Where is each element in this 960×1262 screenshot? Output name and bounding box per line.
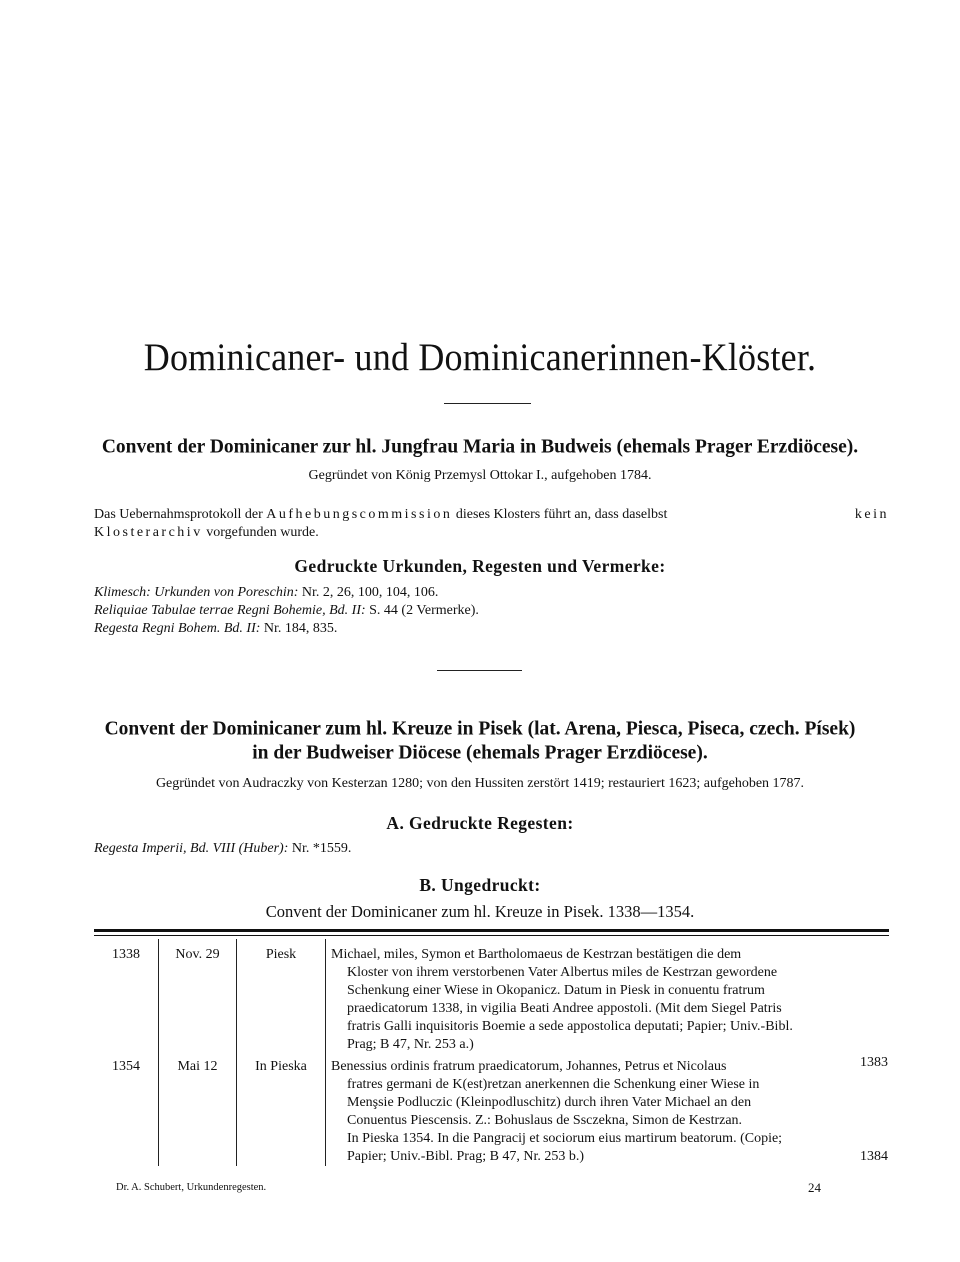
- entry-line: Prag; B 47, Nr. 253 a.): [347, 1037, 474, 1052]
- entry-date: Mai 12: [177, 1059, 218, 1074]
- entry-line: Schenkung einer Wiese in Okopanicz. Datum in Piesk in conuentu fratrum: [347, 983, 765, 998]
- reference-detail: Nr. 2, 26, 100, 104, 106.: [298, 585, 439, 600]
- entry-line: Benessius ordinis fratrum praedicatorum, Johannes, Petrus et Nicolaus: [331, 1059, 727, 1074]
- reference-detail: Nr. 184, 835.: [260, 621, 338, 636]
- entry-line: Michael, miles, Symon et Bartholomaeus de Kestrzan bestätigen die dem: [331, 947, 742, 962]
- entry-date: Nov. 29: [175, 947, 220, 962]
- table-top-rule: [94, 929, 889, 932]
- footer-author: Dr. A. Schubert, Urkundenregesten.: [116, 1182, 267, 1193]
- entry-year: 1354: [112, 1059, 140, 1074]
- column-divider: [236, 939, 237, 1166]
- reference-line: [94, 840, 351, 858]
- entry-line: Conuentus Piescensis. Z.: Bohuslaus de Ssczekna, Simon de Kestrzan.: [347, 1113, 743, 1128]
- para-text: dieses Klosters führt an, dass daselbst: [452, 507, 668, 522]
- column-divider: [325, 939, 326, 1166]
- reference-source: Klimesch: Urkunden von Poreschin:: [94, 585, 299, 600]
- reference-line: [94, 584, 438, 602]
- entry-number: 1383: [860, 1055, 888, 1070]
- reference-detail: S. 44 (2 Vermerke).: [365, 603, 479, 618]
- entry-line: fratris Galli inquisitoris Boemie a sede appostolica deputati; Papier; Univ.-Bibl.: [347, 1019, 793, 1034]
- title-rule: [444, 403, 531, 404]
- entry-line: Papier; Univ.-Bibl. Prag; B 47, Nr. 253 b.): [347, 1149, 585, 1164]
- section1-paragraph: [94, 506, 889, 542]
- section1-subheading: Gedruckte Urkunden, Regesten und Vermerke:: [294, 556, 666, 576]
- para-spaced-text: Aufhebungscommission: [266, 507, 453, 522]
- column-divider: [158, 939, 159, 1166]
- entry-line: Kloster von ihrem verstorbenen Vater Albertus miles de Kestrzan gewordene: [347, 965, 778, 980]
- para-text: vorgefunden wurde.: [202, 525, 319, 540]
- reference-source: Regesta Imperii, Bd. VIII (Huber):: [94, 841, 289, 856]
- section2-subheading-a: A. Gedruckte Regesten:: [386, 813, 574, 833]
- entry-place: Piesk: [265, 947, 297, 962]
- section2-heading-line1: Convent der Dominicaner zum hl. Kreuze in Pisek (lat. Arena, Piesca, Piseca, czech. Písek): [104, 717, 856, 740]
- reference-line: [94, 620, 337, 638]
- entry-text: [331, 946, 888, 1072]
- reference-source: Regesta Regni Bohem. Bd. II:: [94, 621, 261, 636]
- entry-number: 1384: [860, 1149, 888, 1164]
- entry-line: Menşsie Podluczic (Kleinpodluschitz) durch ihren Vater Michael an den: [347, 1095, 752, 1110]
- para-spaced-text: Klosterarchiv: [94, 525, 203, 540]
- entry-line: praedicatorum 1338, in vigilia Beati Andree appostoli. (Mit dem Siegel Patris: [347, 1001, 782, 1016]
- reference-line: [94, 602, 479, 620]
- section1-founded: Gegründet von König Przemysl Ottokar I., aufgehoben 1784.: [308, 468, 652, 483]
- page-title: Dominicaner- und Dominicanerinnen-Klöster.: [143, 335, 817, 379]
- section2-founded: Gegründet von Audraczky von Kesterzan 1280; von den Hussiten zerstört 1419; restauriert 1623; aufgehoben 1787.: [155, 776, 805, 791]
- section2-heading-line2: in der Budweiser Diöcese (ehemals Prager Erzdiöcese).: [252, 741, 708, 764]
- entry-place: In Pieska: [255, 1059, 307, 1074]
- reference-source: Reliquiae Tabulae terrae Regni Bohemie, Bd. II:: [94, 603, 366, 618]
- entry-text: [331, 1058, 888, 1166]
- section1-heading: Convent der Dominicaner zur hl. Jungfrau Maria in Budweis (ehemals Prager Erzdiöcese).: [101, 435, 859, 458]
- para-spaced-text: kein: [854, 507, 889, 522]
- section2-subheading-b: B. Ungedruckt:: [419, 875, 541, 895]
- entry-year: 1338: [112, 947, 140, 962]
- table-top-rule-thin: [94, 935, 889, 936]
- section-rule: [437, 670, 522, 671]
- page-number: 24: [808, 1180, 821, 1195]
- entry-line: In Pieska 1354. In die Pangracij et sociorum eius martirum beatorum. (Copie;: [347, 1131, 783, 1146]
- table-caption: Convent der Dominicaner zum hl. Kreuze in Pisek. 1338—1354.: [265, 902, 695, 921]
- reference-detail: Nr. *1559.: [288, 841, 352, 856]
- entry-line: fratres germani de K(est)retzan anerkennen die Schenkung einer Wiese in: [347, 1077, 760, 1092]
- para-text: Das Uebernahmsprotokoll der: [94, 507, 267, 522]
